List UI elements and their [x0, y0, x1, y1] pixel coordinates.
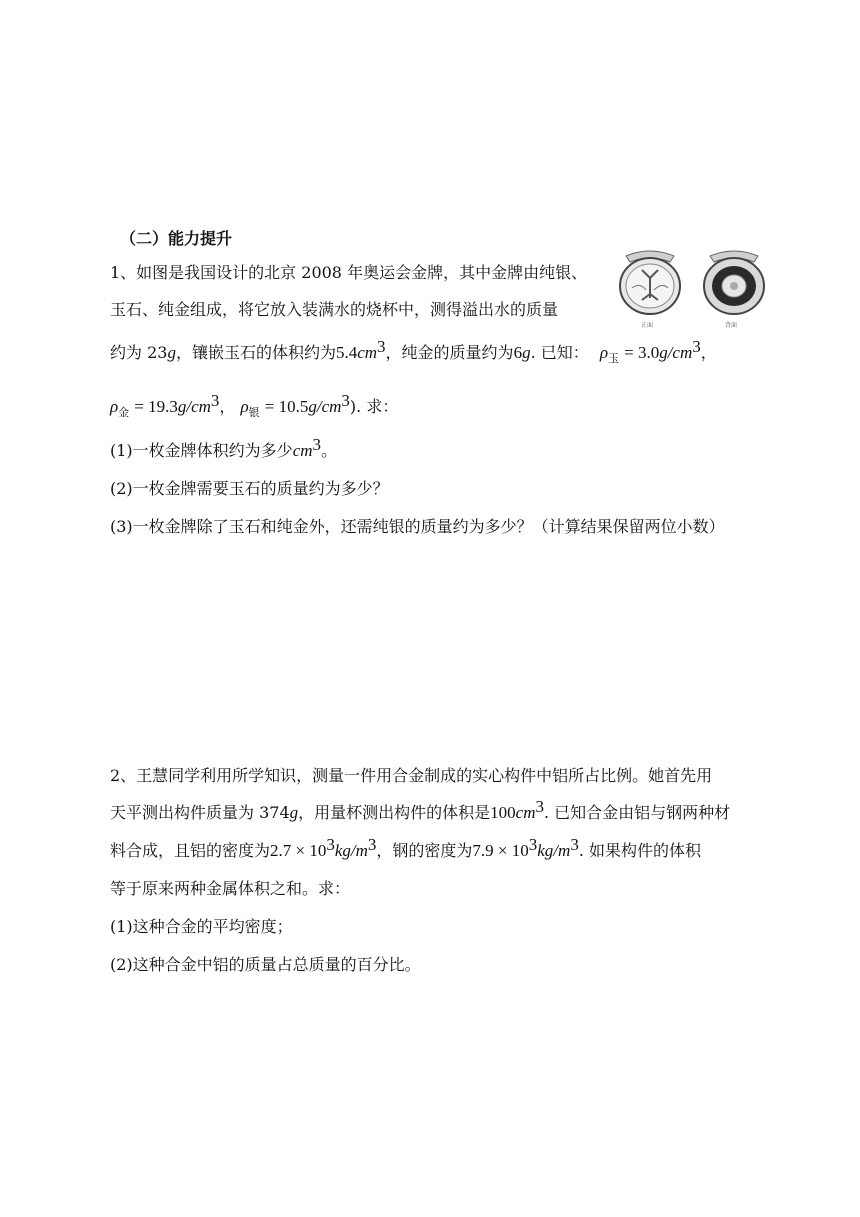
q1-line3-text-b: ，镶嵌玉石的体积约为: [175, 343, 336, 362]
q2-line1: 2、王慧同学利用所学知识，测量一件用合金制成的实心构件中铝所占比例。她首先用: [110, 766, 713, 785]
medal-back-caption: 背面: [725, 322, 738, 329]
q2-line4: 等于原来两种金属体积之和。求：: [110, 879, 351, 898]
q1-line1: 1、如图是我国设计的北京 2008 年奥运会金牌，其中金牌由纯银、: [110, 263, 588, 282]
q1-sub3: (3)一枚金牌除了玉石和纯金外，还需纯银的质量约为多少？（计算结果保留两位小数）: [110, 517, 725, 536]
q2-line2: 天平测出构件质量为 374g，用量杯测出构件的体积是$100cm^3$. 已知合金由铝与钢两种材: [110, 797, 731, 822]
q2-sub1: (1)这种合金的平均密度；: [110, 917, 293, 936]
steel-density: 7.9 × 10: [472, 841, 529, 860]
q1-line4: $\rho_金 = 19.3g/cm^3$， $\rho_银 = 10.5g/cm^3$). 求：: [110, 391, 399, 419]
q1-line3-text-d: . 已知：: [530, 343, 589, 362]
q1-jade-volume-unit: cm: [357, 343, 378, 362]
q1-line2: 玉石、纯金组成，将它放入装满水的烧杯中，测得溢出水的质量: [110, 300, 559, 319]
q1-jade-volume: 5.4: [335, 343, 358, 362]
rho-jade: $\rho_玉 = 3.0g/cm^3$: [599, 337, 701, 365]
medal-front-image: [612, 248, 688, 318]
q1-sub2: (2)一枚金牌需要玉石的质量约为多少？: [110, 479, 389, 498]
section-title: （二）能力提升: [120, 229, 233, 248]
q1-sub1: (1)一枚金牌体积约为多少$cm^3$。: [110, 435, 338, 460]
q1-unit-g: g: [167, 343, 176, 362]
q2-line3: 料合成，且铝的密度为$2.7 \times 10^3kg/m^3$，钢的密度为$7.9 \times 10^3kg/m^3$. 如果构件的体积: [110, 835, 701, 860]
aluminum-density: 2.7 × 10: [270, 841, 327, 860]
q1-gold-mass: 6: [513, 343, 523, 362]
medal-front-caption: 正面: [641, 322, 654, 329]
q1-line3: 约为 23g，镶嵌玉石的体积约为$5.4cm^3$，纯金的质量约为6g. 已知： $\rho_玉 = 3.0g/cm^3$，: [110, 337, 717, 365]
q2-sub2: (2)这种合金中铝的质量占总质量的百分比。: [110, 955, 421, 974]
q1-line3-text-a: 约为 23: [110, 343, 168, 362]
q1-line3-text-c: ，纯金的质量约为: [385, 343, 514, 362]
rho-gold: $\rho_金 = 19.3g/cm^3$: [110, 391, 220, 419]
medal-back-image: [696, 248, 772, 318]
rho-silver: $\rho_银 = 10.5g/cm^3$: [240, 391, 350, 419]
